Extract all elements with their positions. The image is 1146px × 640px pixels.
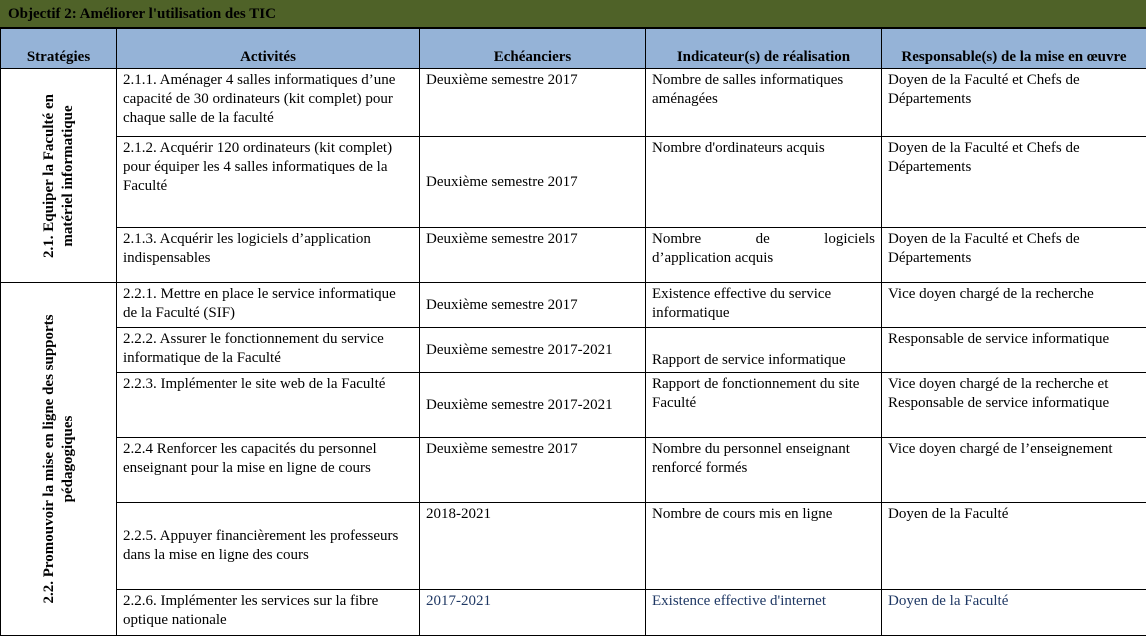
- indicator-cell: Nombre de salles informatiques aménagées: [646, 69, 882, 137]
- deadline-cell: Deuxième semestre 2017: [420, 228, 646, 283]
- activity-cell: 2.2.3. Implémenter le site web de la Faculté: [117, 373, 420, 438]
- deadline-cell: Deuxième semestre 2017: [420, 69, 646, 137]
- deadline-cell: Deuxième semestre 2017: [420, 137, 646, 228]
- activity-cell: 2.2.5. Appuyer financièrement les professeurs dans la mise en ligne des cours: [117, 503, 420, 590]
- header-activites: Activités: [117, 29, 420, 69]
- indicator-cell: Existence effective du service informatique: [646, 283, 882, 328]
- table-row: [1, 283, 1146, 328]
- activity-cell: 2.1.1. Aménager 4 salles informatiques d’une capacité de 30 ordinateurs (kit complet) pour chaque salle de la faculté: [117, 69, 420, 137]
- indicator-cell: Nombre de logiciels d’application acquis: [646, 228, 882, 283]
- indicator-cell: Rapport de fonctionnement du site Faculté: [646, 373, 882, 438]
- responsible-cell: Vice doyen chargé de la recherche: [882, 283, 1146, 328]
- header-strategies: Stratégies: [1, 29, 117, 69]
- table-row: [1, 69, 1146, 137]
- indicator-cell: Nombre d'ordinateurs acquis: [646, 137, 882, 228]
- activity-cell: 2.2.4 Renforcer les capacités du personnel enseignant pour la mise en ligne de cours: [117, 438, 420, 503]
- header-responsables: Responsable(s) de la mise en œuvre: [882, 29, 1146, 69]
- indicator-cell: Existence effective d'internet: [646, 590, 882, 636]
- table-row: [1, 438, 1146, 503]
- responsible-cell: Doyen de la Faculté: [882, 590, 1146, 636]
- header-indicateurs: Indicateur(s) de réalisation: [646, 29, 882, 69]
- responsible-cell: Doyen de la Faculté: [882, 503, 1146, 590]
- responsible-cell: Responsable de service informatique: [882, 328, 1146, 373]
- indicator-cell: Nombre du personnel enseignant renforcé formés: [646, 438, 882, 503]
- strategy-2-1-cell: [1, 69, 117, 283]
- responsible-cell: Vice doyen chargé de la recherche et Responsable de service informatique: [882, 373, 1146, 438]
- table-row: [1, 137, 1146, 228]
- responsible-cell: Doyen de la Faculté et Chefs de Départements: [882, 69, 1146, 137]
- strategy-2-2-cell: [1, 283, 117, 636]
- deadline-cell: 2017-2021: [420, 590, 646, 636]
- activity-cell: 2.2.1. Mettre en place le service informatique de la Faculté (SIF): [117, 283, 420, 328]
- table-row: [1, 328, 1146, 373]
- strategy-2-2-label: 2.2. Promouvoir la mise en ligne des supports pédagogiques: [40, 314, 76, 604]
- responsible-cell: Doyen de la Faculté et Chefs de Départements: [882, 137, 1146, 228]
- activity-cell: 2.2.2. Assurer le fonctionnement du service informatique de la Faculté: [117, 328, 420, 373]
- indicator-cell: Rapport de service informatique: [646, 328, 882, 373]
- header-row: [1, 29, 1146, 69]
- deadline-cell: Deuxième semestre 2017: [420, 438, 646, 503]
- action-plan-table: [0, 28, 1146, 636]
- header-echeanciers: Echéanciers: [420, 29, 646, 69]
- table-row: [1, 503, 1146, 590]
- deadline-cell: Deuxième semestre 2017: [420, 283, 646, 328]
- deadline-cell: 2018-2021: [420, 503, 646, 590]
- activity-cell: 2.1.2. Acquérir 120 ordinateurs (kit complet) pour équiper les 4 salles informatiques de la Faculté: [117, 137, 420, 228]
- responsible-cell: Vice doyen chargé de l’enseignement: [882, 438, 1146, 503]
- strategy-2-1-label: 2.1. Equiper la Faculté en matériel informatique: [40, 93, 76, 258]
- table-row: [1, 590, 1146, 636]
- activity-cell: 2.2.6. Implémenter les services sur la fibre optique nationale: [117, 590, 420, 636]
- table-row: [1, 228, 1146, 283]
- table-row: [1, 373, 1146, 438]
- responsible-cell: Doyen de la Faculté et Chefs de Départements: [882, 228, 1146, 283]
- deadline-cell: Deuxième semestre 2017-2021: [420, 373, 646, 438]
- indicator-cell: Nombre de cours mis en ligne: [646, 503, 882, 590]
- objective-title: Objectif 2: Améliorer l'utilisation des TIC: [0, 0, 1146, 28]
- activity-cell: 2.1.3. Acquérir les logiciels d’application indispensables: [117, 228, 420, 283]
- deadline-cell: Deuxième semestre 2017-2021: [420, 328, 646, 373]
